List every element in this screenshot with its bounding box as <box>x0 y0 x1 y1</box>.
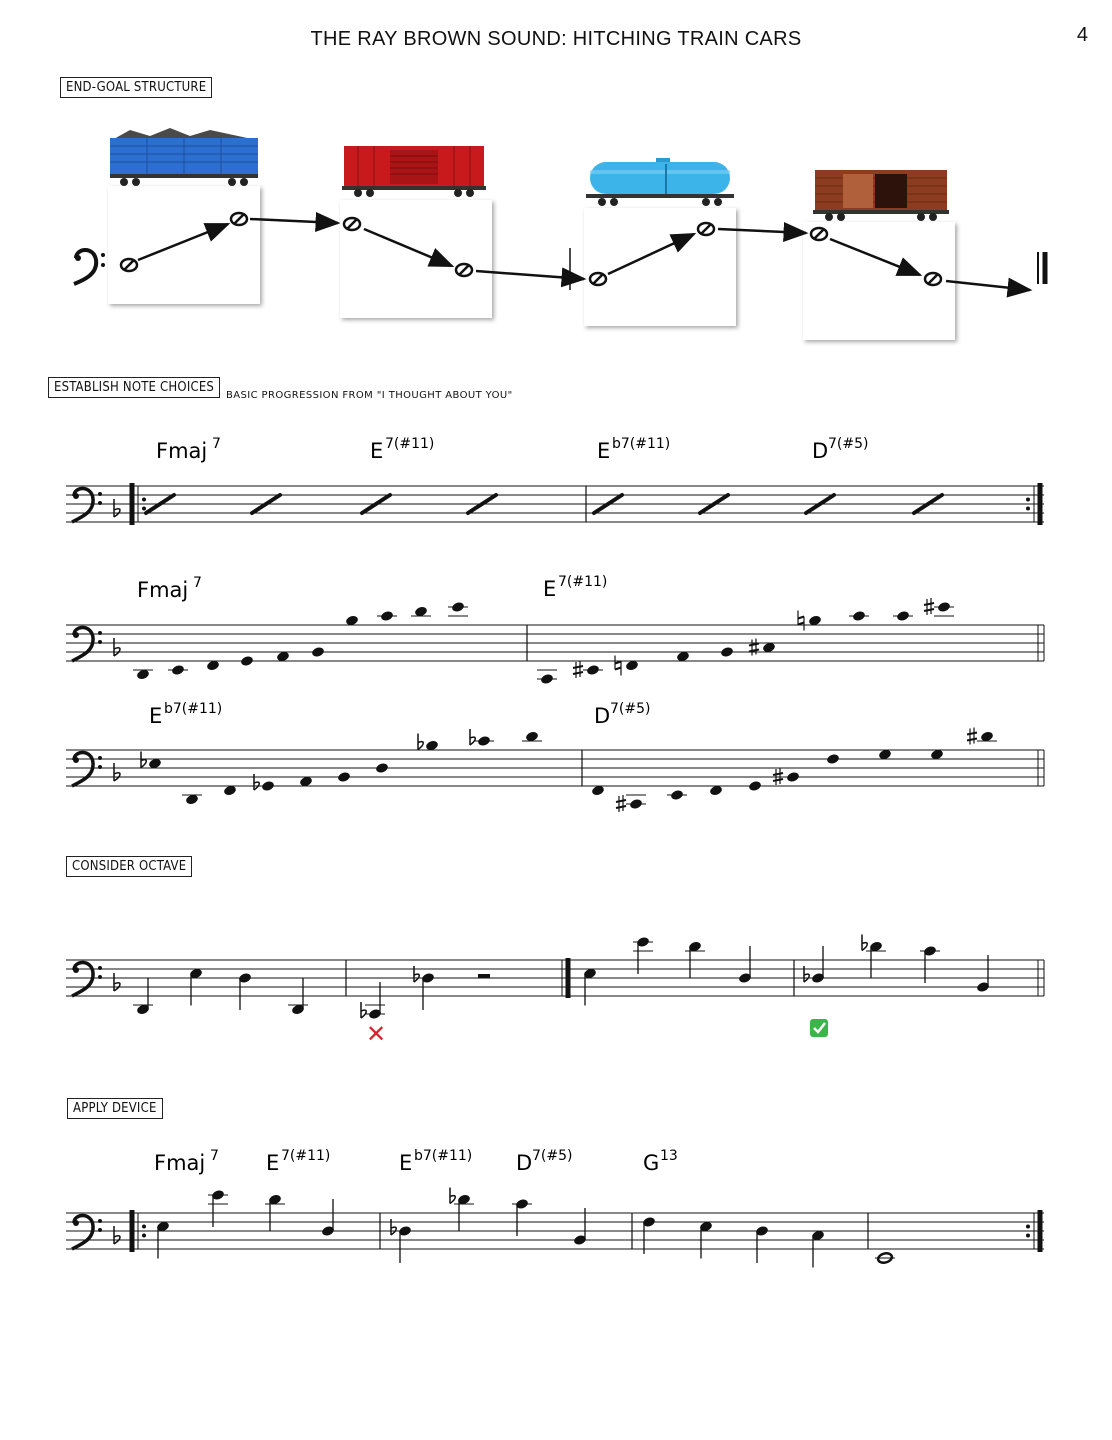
chord-fmaj7 <box>137 575 202 602</box>
note <box>238 972 252 1010</box>
note <box>893 610 913 622</box>
note <box>522 731 542 743</box>
chord-d7s5 <box>594 701 650 728</box>
progression-note: BASIC PROGRESSION FROM "I THOUGHT ABOUT YOU" <box>226 390 513 401</box>
flat-icon <box>114 638 120 656</box>
half-rest <box>478 974 490 978</box>
flat-icon <box>114 973 120 991</box>
staff <box>66 483 1044 525</box>
svg-text:Fmaj: Fmaj <box>154 1151 206 1175</box>
sharp-icon <box>573 661 583 678</box>
svg-text:D: D <box>812 439 829 463</box>
note <box>826 753 840 765</box>
note <box>470 729 494 747</box>
note <box>240 655 254 667</box>
chord-e7s11 <box>266 1148 330 1175</box>
note <box>748 780 762 792</box>
svg-text:7(#5): 7(#5) <box>532 1148 573 1164</box>
page-number: 4 <box>1076 24 1088 46</box>
note <box>182 794 202 806</box>
staff <box>66 750 1044 786</box>
note <box>133 669 153 681</box>
chord-eb7s11 <box>597 436 670 463</box>
svg-text:7: 7 <box>212 436 221 452</box>
flat-icon <box>114 1226 120 1244</box>
chord-fmaj7 <box>156 436 221 463</box>
svg-text:E: E <box>266 1151 280 1175</box>
svg-text:13: 13 <box>660 1148 678 1164</box>
note <box>633 936 653 974</box>
note <box>321 1199 335 1237</box>
section-label-apply: APPLY DEVICE <box>67 1098 163 1119</box>
section-label-end-goal: END-GOAL STRUCTURE <box>60 77 212 98</box>
note <box>920 945 940 983</box>
whole-note <box>875 1252 895 1264</box>
svg-text:7(#5): 7(#5) <box>828 436 869 452</box>
chord-fmaj7 <box>154 1148 219 1175</box>
svg-text:E: E <box>597 439 611 463</box>
svg-text:E: E <box>399 1151 413 1175</box>
note <box>448 601 468 616</box>
note <box>738 946 752 984</box>
note <box>375 762 389 774</box>
note <box>616 795 646 812</box>
bass-clef-icon <box>72 488 102 522</box>
bass-clef-icon <box>72 752 102 786</box>
note <box>720 646 734 658</box>
svg-text:b7(#11): b7(#11) <box>612 436 671 452</box>
natural-icon <box>615 656 621 676</box>
note <box>862 935 886 979</box>
svg-text:Fmaj: Fmaj <box>156 439 208 463</box>
note <box>168 664 188 676</box>
svg-text:E: E <box>543 577 557 601</box>
svg-text:b7(#11): b7(#11) <box>164 701 223 717</box>
svg-text:7(#11): 7(#11) <box>558 574 608 590</box>
note <box>391 1219 412 1263</box>
staff <box>66 625 1044 661</box>
sharp-icon <box>749 639 759 656</box>
note <box>749 639 776 656</box>
svg-text:7(#11): 7(#11) <box>385 436 435 452</box>
svg-text:7: 7 <box>210 1148 219 1164</box>
chord-eb7s11 <box>149 701 222 728</box>
check-mark-icon <box>810 1019 828 1037</box>
chord-symbols <box>137 436 868 1175</box>
chord-d7s5 <box>812 436 868 463</box>
svg-text:Fmaj: Fmaj <box>137 578 189 602</box>
chord-d7s5 <box>516 1148 572 1175</box>
svg-text:E: E <box>370 439 384 463</box>
note <box>537 670 557 685</box>
chord-g13 <box>643 1148 678 1175</box>
natural-icon <box>798 611 804 631</box>
note <box>642 1216 656 1254</box>
sharp-icon <box>616 795 626 812</box>
section-label-establish: ESTABLISH NOTE CHOICES <box>48 377 220 398</box>
note <box>967 728 997 745</box>
note <box>573 661 603 678</box>
note <box>414 966 435 1010</box>
note <box>615 656 639 676</box>
note <box>798 611 822 631</box>
note <box>667 789 687 801</box>
wrong-mark-icon: ✕ <box>366 1020 387 1048</box>
note <box>311 646 325 658</box>
bass-clef-icon <box>72 1215 102 1249</box>
svg-text:G: G <box>643 1151 660 1175</box>
svg-text:b7(#11): b7(#11) <box>414 1148 473 1164</box>
flat-icon <box>114 763 120 781</box>
note <box>573 1208 587 1246</box>
note <box>804 946 825 984</box>
note <box>337 771 351 783</box>
bass-clef-icon <box>72 627 102 661</box>
flat-icon <box>114 499 120 517</box>
svg-text:E: E <box>149 704 163 728</box>
chord-e7s11 <box>370 436 434 463</box>
note <box>377 610 397 622</box>
note <box>450 1188 474 1232</box>
note <box>411 606 431 618</box>
chord-e7s11 <box>543 574 607 601</box>
note <box>512 1198 532 1236</box>
staff <box>66 958 1044 998</box>
chord-eb7s11 <box>399 1148 472 1175</box>
svg-text:7: 7 <box>193 575 202 591</box>
note <box>361 982 385 1020</box>
svg-text:D: D <box>594 704 611 728</box>
section-label-consider: CONSIDER OCTAVE <box>66 856 192 877</box>
note <box>849 610 869 622</box>
svg-text:D: D <box>516 1151 533 1175</box>
page-title: THE RAY BROWN SOUND: HITCHING TRAIN CARS <box>310 28 802 50</box>
note <box>924 598 954 616</box>
note <box>418 734 439 752</box>
svg-text:7(#11): 7(#11) <box>281 1148 331 1164</box>
note <box>141 752 162 770</box>
svg-text:7(#5): 7(#5) <box>610 701 651 717</box>
note <box>976 955 990 993</box>
sharp-icon <box>924 598 934 615</box>
bass-clef-icon <box>72 962 102 996</box>
note <box>208 1189 228 1227</box>
note <box>755 1225 769 1263</box>
sharp-icon <box>967 728 977 745</box>
